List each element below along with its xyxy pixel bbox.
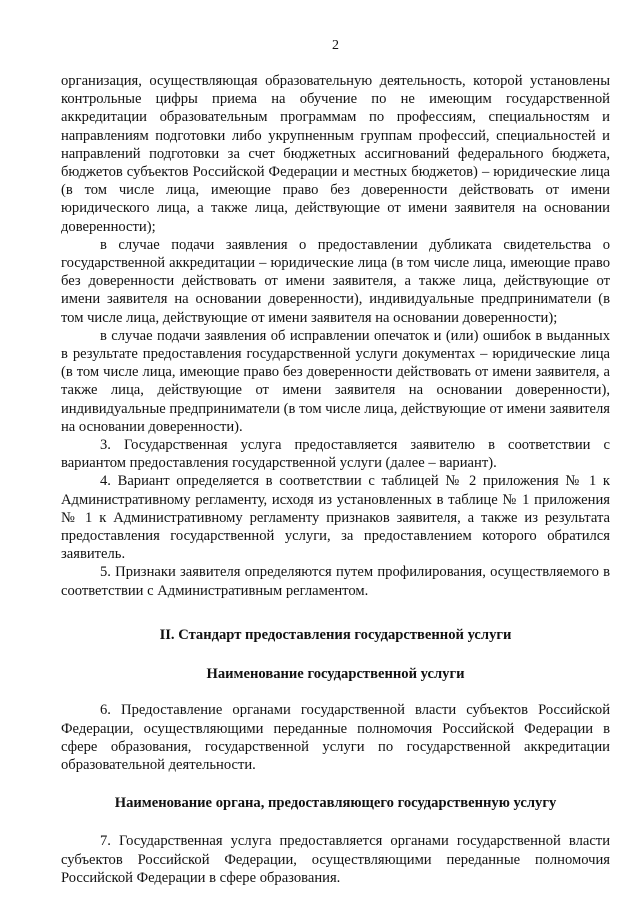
paragraph-6: 6. Предоставление органами государственной власти субъектов Российской Федерации, осуществляющими переданные полномочия Российской Федерации в сфере образования, государственной услуги по государственной аккредитации образовательной деятельности. [61, 702, 610, 773]
subheading-service-name: Наименование государственной услуги [206, 666, 465, 683]
paragraph-correction-case: в случае подачи заявления об исправлении опечаток и (или) ошибок в выданных в результате предоставления государственной услуги документах – юридические лица (в том числе лица, имеющие право без доверенности действовать от имени заявителя, а также лица, действующие от имени заявителя на основании доверенности), индивидуальные предприниматели (в том числе лица, действующие от имени заявителя на основании доверенности). [61, 327, 610, 435]
paragraph-continuation: организация, осуществляющая образовательную деятельность, которой установлены контрольные цифры приема на обучение по не имеющим государственной аккредитации образовательным программам по профессиям, специальностям и направлениям подготовки либо укрупненным группам профессий, специальностей и направлений подготовки за счет бюджетных ассигнований федерального бюджета, бюджетов субъектов Российской Федерации и местных бюджетов) – юридические лица (в том числе лица, имеющие право без доверенности действовать от имени юридического лица, а также лица, действующие от имени заявителя на основании доверенности); [61, 73, 610, 235]
section-title: II. Стандарт предоставления государственной услуги [159, 626, 512, 643]
page-number: 2 [332, 38, 339, 53]
paragraph-duplicate-case: в случае подачи заявления о предоставлении дубликата свидетельства о государственной аккредитации – юридические лица (в том числе лица, имеющие право без доверенности действовать от имени заявителя, а также лица, действующие от имени заявителя на основании доверенности), индивидуальные предприниматели (в том числе лица, действующие от имени заявителя на основании доверенности); [61, 236, 610, 326]
paragraph-5: 5. Признаки заявителя определяются путем профилирования, осуществляемого в соответствии с Административным регламентом. [61, 564, 610, 599]
subheading-authority-name: Наименование органа, предоставляющего государственную услугу [114, 795, 557, 812]
paragraph-4: 4. Вариант определяется в соответствии с таблицей № 2 приложения № 1 к Административному регламенту, исходя из установленных в таблице № 1 приложения № 1 к Административному регламенту признаков заявителя, а также из результата предоставления государственной услуги, за предоставлением которого обратился заявитель. [61, 473, 610, 563]
paragraph-7: 7. Государственная услуга предоставляется органами государственной власти субъектов Российской Федерации, осуществляющими переданные полномочия Российской Федерации в сфере образования. [61, 833, 610, 886]
paragraph-3: 3. Государственная услуга предоставляется заявителю в соответствии с вариантом предоставления государственной услуги (далее – вариант). [61, 437, 610, 472]
